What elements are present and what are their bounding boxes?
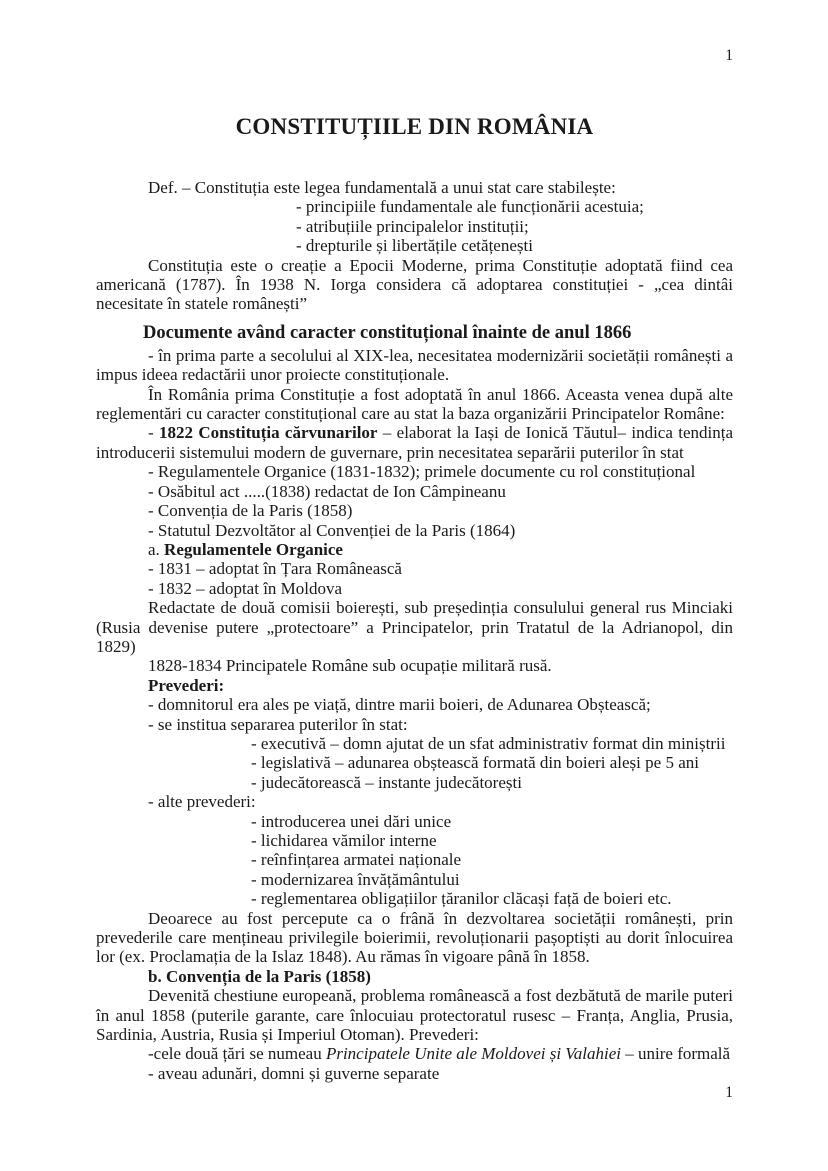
subsection-a-letter: a. [148, 539, 165, 559]
item-1822-bold-label: 1822 Constituția cărvunarilor [159, 423, 378, 443]
header-page-number: 1 [725, 47, 733, 64]
conventie-item-1-italic-name: Principatele Unite ale Moldovei și Valahiei [325, 1044, 622, 1064]
prevederi-item-domnitorul: - domnitorul era ales pe viață, dintre marii boieri, de Adunarea Obștească; [148, 695, 651, 715]
year-item-1832: - 1832 – adoptat în Moldova [148, 578, 343, 598]
subsection-a-label [148, 540, 733, 559]
prevederi-item-separarea: - se institua separarea puterilor în stat: [148, 714, 408, 734]
subsection-b-letter: b. [148, 966, 166, 986]
section-para-1: - în prima parte a secolului al XIX-lea, necesitatea modernizării societății românești a impus ideea redactării unor proiecte constituționale. [96, 345, 733, 385]
document-body [96, 178, 733, 1083]
definition-item-3: - drepturile și libertățile cetățenești [296, 236, 533, 256]
conventie-item-1-post: – unire formală [621, 1044, 731, 1064]
alte-prevederi-label: - alte prevederi: [148, 792, 256, 812]
item-1822-description: – elaborat la Iași de Ionică Tăutul– indica tendința introducerii sistemului modern de guvernare, prin necesitatea separării puterilor în stat [96, 423, 733, 462]
putere-judecatoreasca: - judecătorească – instante judecătorești [251, 772, 522, 792]
putere-executiva: - executivă – domn ajutat de un sfat administrativ format din miniștrii [251, 733, 726, 753]
page-title: CONSTITUȚIILE DIN ROMÂNIA [235, 114, 594, 140]
definition-item-1: - principiile fundamentale ale funcționării acestuia; [296, 197, 644, 217]
alte-prevederi-item-1: - introducerea unei dări unice [251, 811, 452, 831]
footer-page-number: 1 [725, 1084, 733, 1101]
document-item-osabitul: - Osăbitul act .....(1838) redactat de Ion Câmpineanu [148, 481, 506, 501]
subsection-b-title: Convenția de la Paris (1858) [165, 966, 371, 986]
alte-prevederi-item-5: - reglementarea obligațiilor țăranilor clăcași față de boieri etc. [251, 889, 672, 909]
alte-prevederi-item-3: - reînfințarea armatei naționale [251, 850, 462, 870]
subsection-b-label [148, 967, 733, 986]
conventie-item-1 [148, 1044, 733, 1063]
alte-prevederi-item-2: - lichidarea vămilor interne [251, 831, 437, 850]
document-item-statutul: - Statutul Dezvoltător al Convenției de la Paris (1864) [148, 520, 516, 540]
item-1822-carvunarilor [96, 423, 733, 462]
prevederi-label: Prevederi: [148, 675, 225, 695]
para-ocupatie-militara: 1828-1834 Principatele Române sub ocupație militară rusă. [148, 656, 552, 676]
para-deoarece: Deoarece au fost percepute ca o frână în dezvoltarea societății românești, prin prevederile care mențineau privilegile boierimii, revoluționarii pașoptiști au dorit înlocuirea lor (ex. Proclamația de la Islaz 1848). Au rămas în vigoare până în 1858. [96, 908, 733, 967]
conventie-item-2: - aveau adunări, domni și guverne separate [148, 1063, 440, 1083]
definition-lead: Def. – Constituția este legea fundamentală a unui stat care stabilește: [148, 178, 616, 197]
document-item-regulamentele: - Regulamentele Organice (1831-1832); primele documente cu rol constituțional [148, 462, 696, 482]
subsection-b-paragraph: Devenită chestiune europeană, problema românească a fost dezbătută de marile puteri în anul 1858 (puterile garante, care înlocuiau protectoratul rusesc – Franța, Anglia, Prusia, Sardinia, Austria, Rusia și Imperiul Otoman). Prevederi: [96, 986, 733, 1045]
alte-prevederi-item-4: - modernizarea învățământului [251, 869, 460, 889]
subsection-a-title: Regulamentele Organice [164, 539, 343, 559]
year-item-1831: - 1831 – adoptat în Țara Românească [148, 559, 402, 579]
definition-item-2: - atribuțiile principalelor instituții; [296, 216, 529, 236]
section-heading-pre-1866: Documente având caracter constituțional înainte de anul 1866 [143, 322, 632, 343]
para-redactate: Redactate de două comisii boierești, sub președinția consulului general rus Minciaki (Rusia devenise putere „protectoare” a Principatelor, prin Tratatul de la Adrianopol, din 1829) [96, 598, 733, 656]
putere-legislativa: - legislativă – adunarea obștească formată din boieri aleși pe 5 ani [251, 753, 699, 773]
document-item-conventia: - Convenția de la Paris (1858) [148, 501, 353, 521]
conventie-item-1-pre: -cele două țări se numeau [148, 1044, 326, 1064]
section-para-2: În România prima Constituție a fost adoptată în anul 1866. Aceasta venea după alte reglementări cu caracter constituțional care au stat la baza organizării Principatelor Române: [96, 384, 733, 424]
item-1822-dash: - [148, 423, 160, 443]
definition-paragraph: Constituția este o creație a Epocii Moderne, prima Constituție adoptată fiind cea americană (1787). În 1938 N. Iorga considera că adoptarea constituției - „cea dintâi necesitate în statele românești” [96, 255, 733, 314]
